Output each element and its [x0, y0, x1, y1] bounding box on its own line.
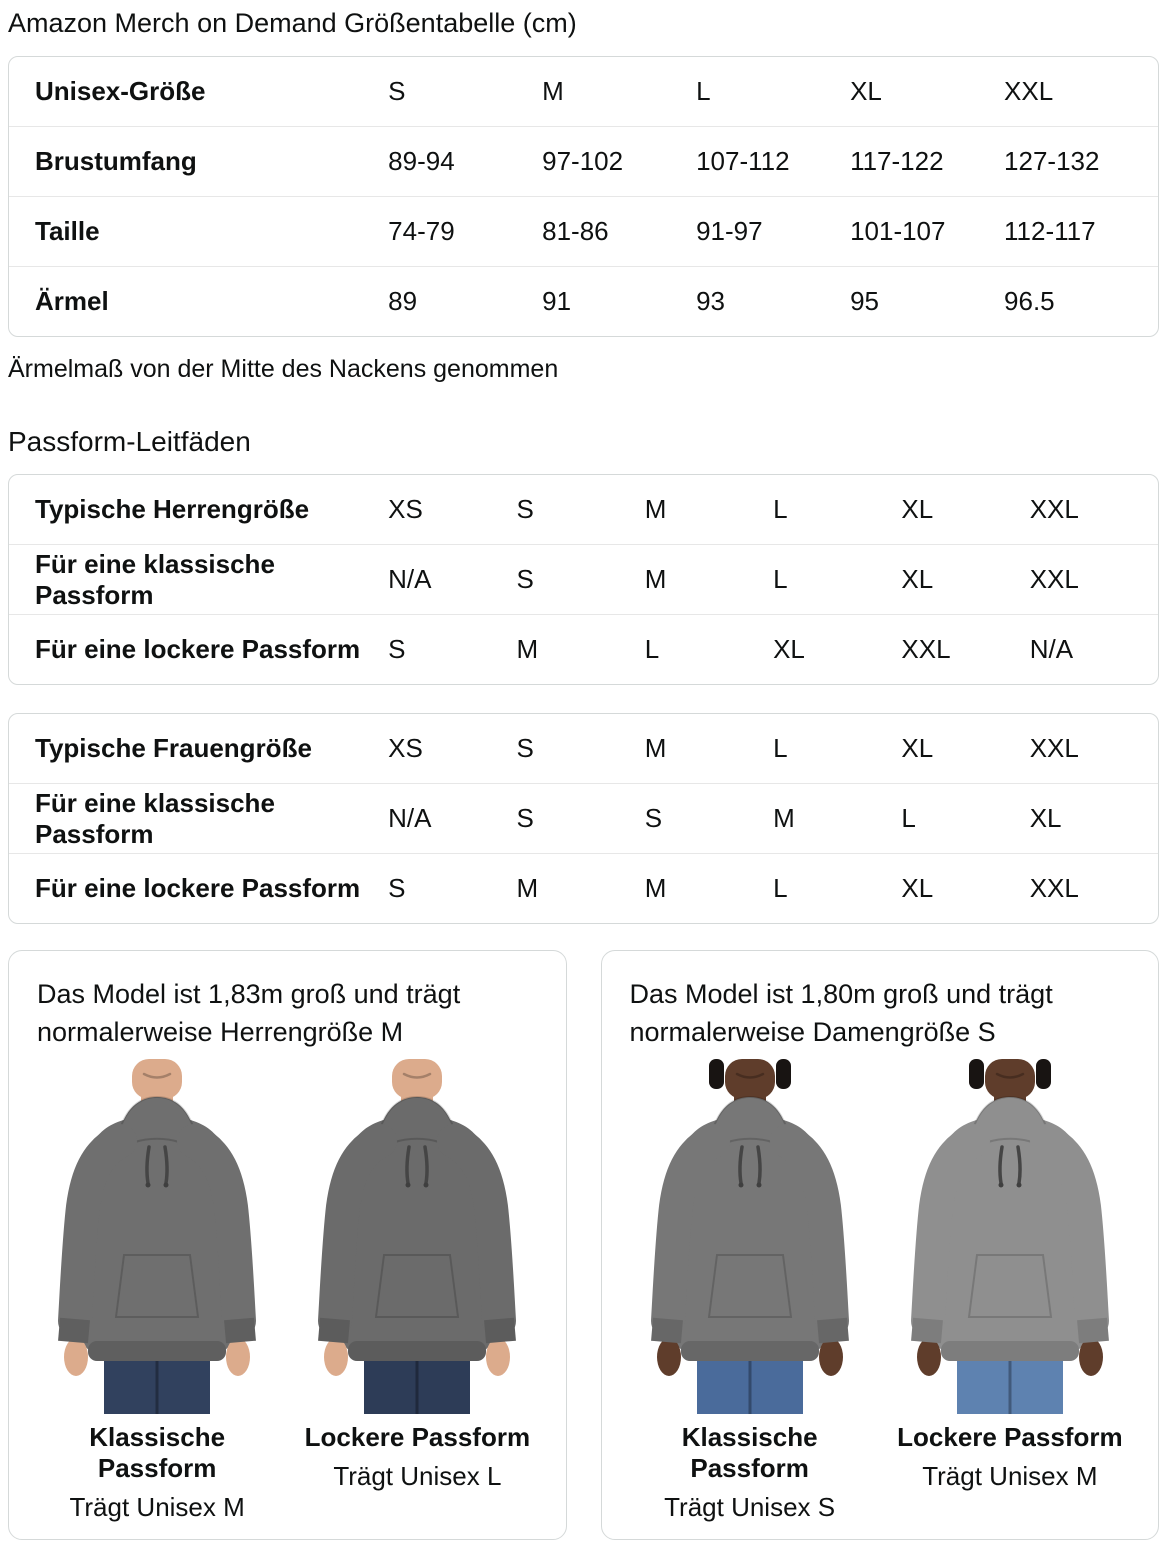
size-cell: XL — [773, 634, 805, 664]
model-card-men — [8, 950, 567, 1540]
drawstring-left — [147, 1147, 149, 1183]
size-cell: N/A — [388, 803, 432, 833]
drawstring-left — [740, 1147, 742, 1183]
size-cell: 97-102 — [542, 146, 624, 176]
hair-right — [183, 1059, 198, 1089]
row-label: Unisex-Größe — [35, 76, 206, 106]
size-cell: S — [388, 634, 406, 664]
model-photo — [625, 1059, 875, 1414]
size-cell: L — [773, 564, 788, 594]
hoodie-hem — [88, 1341, 226, 1361]
size-cell: 89 — [388, 286, 418, 316]
size-cell: XS — [388, 733, 423, 763]
size-cell: L — [644, 634, 660, 664]
table-row — [9, 544, 1158, 614]
size-cell: L — [773, 733, 788, 763]
drawstring-right — [758, 1147, 760, 1183]
size-cell: 95 — [850, 286, 879, 316]
drawstring-left — [1000, 1147, 1002, 1183]
size-cell: XL — [850, 76, 882, 106]
table-row — [9, 475, 1158, 544]
drawstring-tip — [164, 1183, 169, 1188]
hair-left — [376, 1059, 391, 1089]
size-cell: S — [516, 494, 534, 524]
hoodie-hem — [681, 1341, 819, 1361]
size-cell: M — [644, 494, 667, 524]
hair-left — [969, 1059, 984, 1089]
drawstring-left — [407, 1147, 409, 1183]
size-cell: XL — [1029, 803, 1062, 833]
kangaroo-pocket — [709, 1255, 791, 1317]
hoodie-hem — [941, 1341, 1079, 1361]
kangaroo-pocket — [969, 1255, 1051, 1317]
drawstring-right — [425, 1147, 427, 1183]
table-row — [9, 57, 1158, 126]
row-label: Typische Frauengröße — [35, 733, 312, 763]
unisex-size-table — [8, 56, 1159, 337]
mens-fit-table — [8, 474, 1159, 685]
row-label: Für eine lockere Passform — [35, 634, 361, 664]
drawstring-tip — [998, 1183, 1003, 1188]
womens-fit-table — [8, 713, 1159, 924]
model-photos — [620, 1059, 1141, 1523]
model-figure-loose — [880, 1059, 1140, 1523]
table-row — [9, 196, 1158, 266]
model-figure-classic — [27, 1059, 287, 1523]
size-cell: M — [516, 873, 539, 903]
caption-size: Trägt Unisex L — [333, 1461, 502, 1491]
size-cell: 93 — [696, 286, 726, 316]
model-photos — [27, 1059, 548, 1523]
size-cell: S — [516, 564, 534, 594]
hair-right — [776, 1059, 791, 1089]
caption-fit: Lockere Passform — [897, 1422, 1123, 1452]
size-cell: S — [388, 76, 406, 106]
table-row — [9, 266, 1158, 336]
size-cell: XL — [901, 873, 934, 903]
drawstring-tip — [146, 1183, 151, 1188]
drawstring-tip — [406, 1183, 411, 1188]
table-spacer — [8, 685, 1159, 713]
row-label: Typische Herrengröße — [35, 494, 310, 524]
size-cell: L — [773, 873, 788, 903]
sleeve-measure-note: Ärmelmaß von der Mitte des Nackens genommen — [8, 355, 559, 383]
model-card-description: Das Model ist 1,83m groß und trägt normalerweise Herrengröße M — [37, 979, 461, 1047]
size-cell: 96.5 — [1004, 286, 1055, 316]
caption-size: Trägt Unisex M — [69, 1492, 245, 1522]
row-label: Für eine klassische Passform — [35, 787, 275, 849]
size-cell: XXL — [1029, 564, 1079, 594]
size-cell: 112-117 — [1004, 216, 1096, 246]
size-cell: M — [516, 634, 539, 664]
drawstring-tip — [424, 1183, 429, 1188]
model-photo — [32, 1059, 282, 1414]
size-cell: 74-79 — [388, 216, 455, 246]
size-cell: M — [644, 873, 667, 903]
size-cell: M — [644, 733, 667, 763]
size-cell: 81-86 — [542, 216, 609, 246]
hair-right — [1036, 1059, 1051, 1089]
size-cell: XXL — [1029, 873, 1079, 903]
size-cell: L — [773, 494, 788, 524]
size-cell: S — [388, 873, 406, 903]
size-cell: XS — [388, 494, 423, 524]
table-row — [9, 853, 1158, 923]
model-figure-classic — [620, 1059, 880, 1523]
size-cell: 107-112 — [696, 146, 790, 176]
size-cell: 89-94 — [388, 146, 455, 176]
size-cell: S — [516, 733, 534, 763]
size-cell: M — [542, 76, 564, 106]
drawstring-right — [165, 1147, 167, 1183]
model-card-description: Das Model ist 1,80m groß und trägt normalerweise Damengröße S — [629, 979, 1053, 1047]
size-cell: M — [773, 803, 795, 833]
caption-size: Trägt Unisex S — [664, 1492, 836, 1522]
caption-fit: Klassische Passform — [681, 1422, 818, 1483]
table-row — [9, 783, 1158, 853]
fit-guides-heading: Passform-Leitfäden — [8, 426, 251, 457]
size-cell: XL — [901, 733, 934, 763]
size-cell: M — [644, 564, 667, 594]
model-photo — [292, 1059, 542, 1414]
size-cell: S — [644, 803, 663, 833]
size-cell: XXL — [1029, 733, 1079, 763]
row-label: Für eine klassische Passform — [35, 548, 275, 610]
row-label: Ärmel — [35, 286, 109, 316]
caption-fit: Klassische Passform — [89, 1422, 226, 1483]
size-cell: N/A — [1029, 634, 1074, 664]
size-cell: 91-97 — [696, 216, 763, 246]
kangaroo-pocket — [116, 1255, 198, 1317]
size-cell: S — [516, 803, 534, 833]
table-row — [9, 126, 1158, 196]
size-cell: XXL — [1004, 76, 1054, 106]
drawstring-right — [1018, 1147, 1020, 1183]
model-figure-loose — [287, 1059, 547, 1523]
hair-right — [443, 1059, 458, 1089]
size-cell: 127-132 — [1004, 146, 1100, 176]
size-cell: L — [901, 803, 916, 833]
drawstring-tip — [1016, 1183, 1021, 1188]
size-cell: 117-122 — [850, 146, 944, 176]
size-cell: N/A — [388, 564, 432, 594]
drawstring-tip — [738, 1183, 743, 1188]
row-label: Für eine lockere Passform — [35, 873, 361, 903]
hair-left — [709, 1059, 724, 1089]
kangaroo-pocket — [376, 1255, 458, 1317]
row-label: Brustumfang — [35, 146, 197, 176]
model-cards — [8, 950, 1159, 1540]
page-title: Amazon Merch on Demand Größentabelle (cm) — [8, 8, 577, 38]
hoodie-hem — [348, 1341, 486, 1361]
hair-left — [116, 1059, 131, 1089]
size-cell: XXL — [901, 634, 951, 664]
size-cell: L — [696, 76, 711, 106]
size-cell: XL — [901, 494, 934, 524]
size-cell: XXL — [1029, 494, 1079, 524]
size-cell: 101-107 — [850, 216, 946, 246]
size-cell: 91 — [542, 286, 572, 316]
caption-size: Trägt Unisex M — [922, 1461, 1098, 1491]
model-card-women — [601, 950, 1160, 1540]
drawstring-tip — [756, 1183, 761, 1188]
row-label: Taille — [35, 216, 100, 246]
size-cell: XL — [901, 564, 934, 594]
table-row — [9, 614, 1158, 684]
model-photo — [885, 1059, 1135, 1414]
caption-fit: Lockere Passform — [304, 1422, 531, 1452]
table-row — [9, 714, 1158, 783]
